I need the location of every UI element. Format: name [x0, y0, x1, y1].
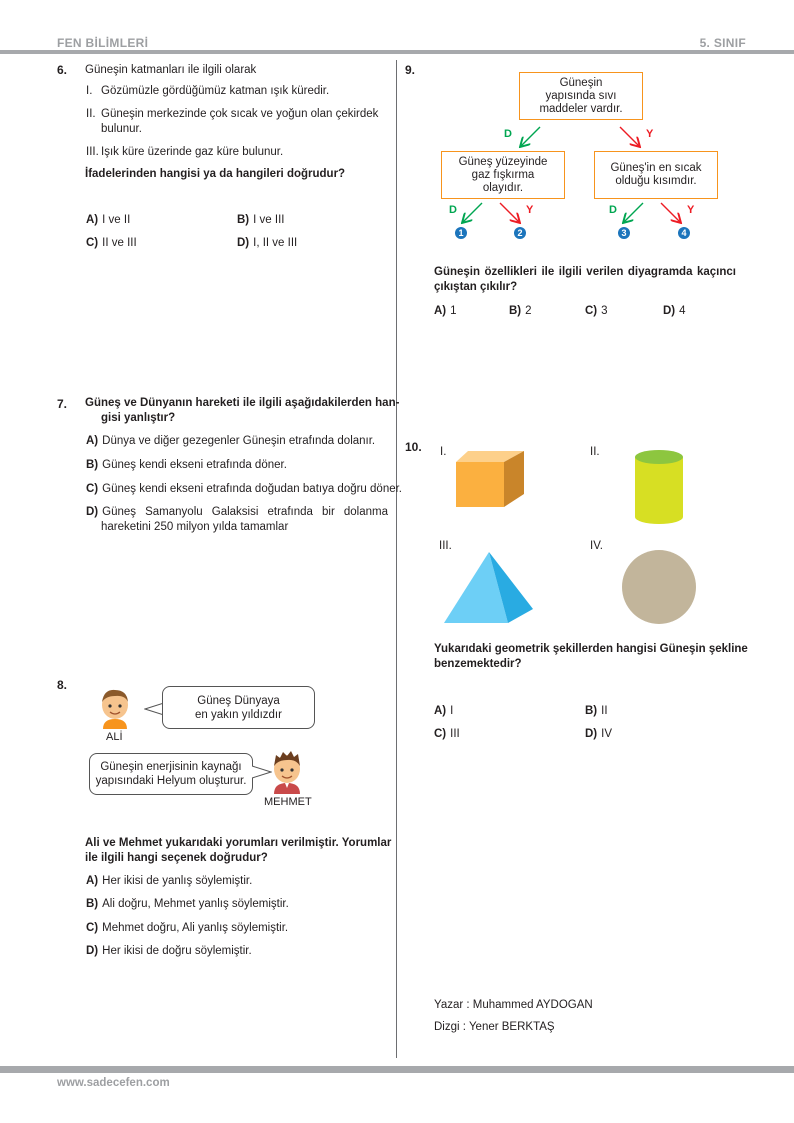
option-text: Güneş kendi ekseni etrafında döner.: [102, 459, 287, 471]
option-text: 1: [450, 305, 457, 317]
option-d[interactable]: [663, 304, 686, 319]
option-d[interactable]: [585, 727, 612, 742]
shape-label: III.: [439, 540, 452, 552]
mehmet-avatar-icon: [270, 750, 304, 794]
typesetting-credit: Dizgi : Yener BERKTAŞ: [434, 1021, 555, 1033]
option-letter: C): [86, 483, 99, 495]
header-subject: FEN BİLİMLERİ: [57, 36, 149, 50]
shape-label: I.: [440, 446, 447, 458]
option-a[interactable]: [434, 304, 457, 319]
ali-name: ALİ: [106, 731, 123, 743]
option-a[interactable]: [86, 434, 375, 449]
diagram-box-top: [519, 72, 643, 120]
shape-label: IV.: [590, 540, 604, 552]
option-text: Güneş Samanyolu Galaksisi etrafında bir dolanma: [102, 506, 388, 518]
item-roman: I.: [86, 85, 93, 97]
option-text: Dünya ve diğer gezegenler Güneşin etrafında dolanır.: [102, 435, 376, 447]
footer-rule: [0, 1066, 794, 1073]
option-letter: C): [434, 728, 447, 740]
option-c[interactable]: [86, 236, 137, 251]
option-a[interactable]: [434, 704, 453, 719]
label-yanlis: Y: [646, 128, 654, 140]
question-prompt: ile ilgili hangi seçenek doğrudur?: [85, 852, 268, 864]
option-letter: B): [86, 459, 99, 471]
option-letter: D): [86, 945, 99, 957]
cube-icon: [454, 450, 526, 508]
header-rule: [0, 50, 794, 54]
option-letter: A): [434, 305, 447, 317]
question-prompt: Güneş ve Dünyanın hareketi ile ilgili aşağıdakilerden han-: [85, 397, 400, 409]
box-text: gaz fışkırma: [471, 168, 535, 181]
question-prompt: Güneşin özellikleri ile ilgili verilen diyagramda kaçıncı: [434, 266, 736, 278]
option-text: Ali doğru, Mehmet yanlış söylemiştir.: [102, 898, 289, 910]
item-roman: II.: [86, 108, 96, 120]
option-d[interactable]: [237, 236, 297, 251]
option-letter: A): [86, 435, 99, 447]
option-text: Her ikisi de yanlış söylemiştir.: [102, 875, 253, 887]
item-text: Işık küre üzerinde gaz küre bulunur.: [101, 146, 284, 158]
option-letter: D): [585, 728, 598, 740]
option-text: I: [450, 705, 454, 717]
item-text: Gözümüzle gördüğümüz katman ışık küredir.: [101, 85, 330, 97]
option-c[interactable]: [86, 921, 288, 936]
exit-2: 2: [514, 227, 526, 239]
bubble-text: Güneşin enerjisinin kaynağı: [100, 761, 242, 773]
cylinder-icon: [634, 449, 684, 525]
question-prompt: Ali ve Mehmet yukarıdaki yorumları verilmiştir. Yorumlar: [85, 837, 392, 849]
circle-icon: [621, 549, 697, 625]
bubble-tail: [252, 765, 272, 779]
question-number: 8.: [57, 678, 68, 692]
label-dogru: D: [504, 128, 512, 140]
pyramid-icon: [443, 551, 535, 625]
label-dogru: D: [609, 204, 617, 216]
option-text: hareketini 250 milyon yılda tamamlar: [101, 521, 289, 533]
option-text: II: [601, 705, 608, 717]
ali-avatar-icon: [98, 687, 132, 729]
shape-label: II.: [590, 446, 600, 458]
option-d[interactable]: [86, 944, 252, 959]
box-text: olduğu kısımdır.: [615, 175, 697, 187]
option-a[interactable]: [86, 213, 130, 228]
option-letter: A): [86, 875, 99, 887]
option-letter: A): [86, 214, 99, 226]
option-text: 3: [601, 305, 608, 317]
option-a[interactable]: [86, 874, 252, 889]
option-text: IV: [601, 728, 613, 740]
column-divider: [396, 60, 397, 1058]
option-text: III: [450, 728, 460, 740]
question-number: 9.: [405, 63, 416, 77]
option-text: 2: [525, 305, 532, 317]
option-letter: D): [663, 305, 676, 317]
box-text: olayıdır.: [482, 181, 524, 194]
box-text: Güneşin: [559, 76, 603, 89]
question-prompt: çıkıştan çıkılır?: [434, 281, 518, 293]
option-letter: D): [237, 237, 250, 249]
option-b[interactable]: [585, 704, 608, 719]
option-text: Güneş kendi ekseni etrafında doğudan batıya doğru döner.: [102, 483, 402, 495]
option-letter: C): [585, 305, 598, 317]
item-text: Güneşin merkezinde çok sıcak ve yoğun olan çekirdek: [101, 108, 379, 120]
header-grade: 5. SINIF: [699, 36, 746, 50]
option-text: I, II ve III: [253, 237, 298, 249]
question-prompt: gisi yanlıştır?: [101, 412, 176, 424]
label-yanlis: Y: [687, 204, 695, 216]
exit-4: 4: [678, 227, 690, 239]
question-prompt: Yukarıdaki geometrik şekillerden hangisi Güneşin şekline: [434, 643, 748, 655]
item-roman: III.: [86, 146, 99, 158]
footer-url: www.sadecefen.com: [57, 1077, 170, 1089]
question-stem: Güneşin katmanları ile ilgili olarak: [85, 64, 257, 76]
box-text: Güneş yüzeyinde: [458, 155, 548, 168]
option-text: 4: [679, 305, 686, 317]
option-text: II ve III: [102, 237, 137, 249]
bubble-text: en yakın yıldızdır: [195, 708, 282, 721]
option-letter: B): [585, 705, 598, 717]
option-b[interactable]: [237, 213, 284, 228]
option-text: I ve III: [253, 214, 285, 226]
exit-1: 1: [455, 227, 467, 239]
author-credit: Yazar : Muhammed AYDOGAN: [434, 999, 593, 1011]
option-text: Her ikisi de doğru söylemiştir.: [102, 945, 252, 957]
box-text: yapısında sıvı: [545, 89, 617, 102]
question-number: 10.: [405, 440, 422, 454]
option-b[interactable]: [509, 304, 532, 319]
mehmet-name: MEHMET: [264, 796, 312, 808]
option-c[interactable]: [86, 482, 402, 497]
option-letter: B): [86, 898, 99, 910]
option-d[interactable]: [86, 505, 388, 520]
option-b[interactable]: [86, 897, 289, 912]
question-number: 6.: [57, 63, 68, 77]
label-dogru: D: [449, 204, 457, 216]
option-letter: A): [434, 705, 447, 717]
option-text: Mehmet doğru, Ali yanlış söylemiştir.: [102, 922, 289, 934]
box-text: maddeler vardır.: [539, 102, 623, 115]
ali-speech-bubble: [162, 686, 315, 729]
box-text: Güneş'in en sıcak: [610, 162, 702, 174]
option-letter: B): [237, 214, 250, 226]
exit-3: 3: [618, 227, 630, 239]
question-number: 7.: [57, 397, 68, 411]
option-c[interactable]: [434, 727, 460, 742]
diagram-arrows: [400, 115, 790, 245]
bubble-text: Güneş Dünyaya: [197, 694, 280, 707]
option-letter: C): [86, 237, 99, 249]
bubble-text: yapısındaki Helyum oluşturur.: [95, 775, 247, 787]
label-yanlis: Y: [526, 204, 534, 216]
option-c[interactable]: [585, 304, 608, 319]
bubble-tail: [144, 702, 164, 716]
mehmet-speech-bubble: [89, 753, 253, 795]
option-letter: C): [86, 922, 99, 934]
option-letter: B): [509, 305, 522, 317]
question-prompt: benzemektedir?: [434, 658, 522, 670]
question-prompt: İfadelerinden hangisi ya da hangileri doğrudur?: [85, 168, 346, 180]
option-text: I ve II: [102, 214, 131, 226]
option-letter: D): [86, 506, 99, 518]
item-text: bulunur.: [101, 123, 142, 135]
option-b[interactable]: [86, 458, 287, 473]
